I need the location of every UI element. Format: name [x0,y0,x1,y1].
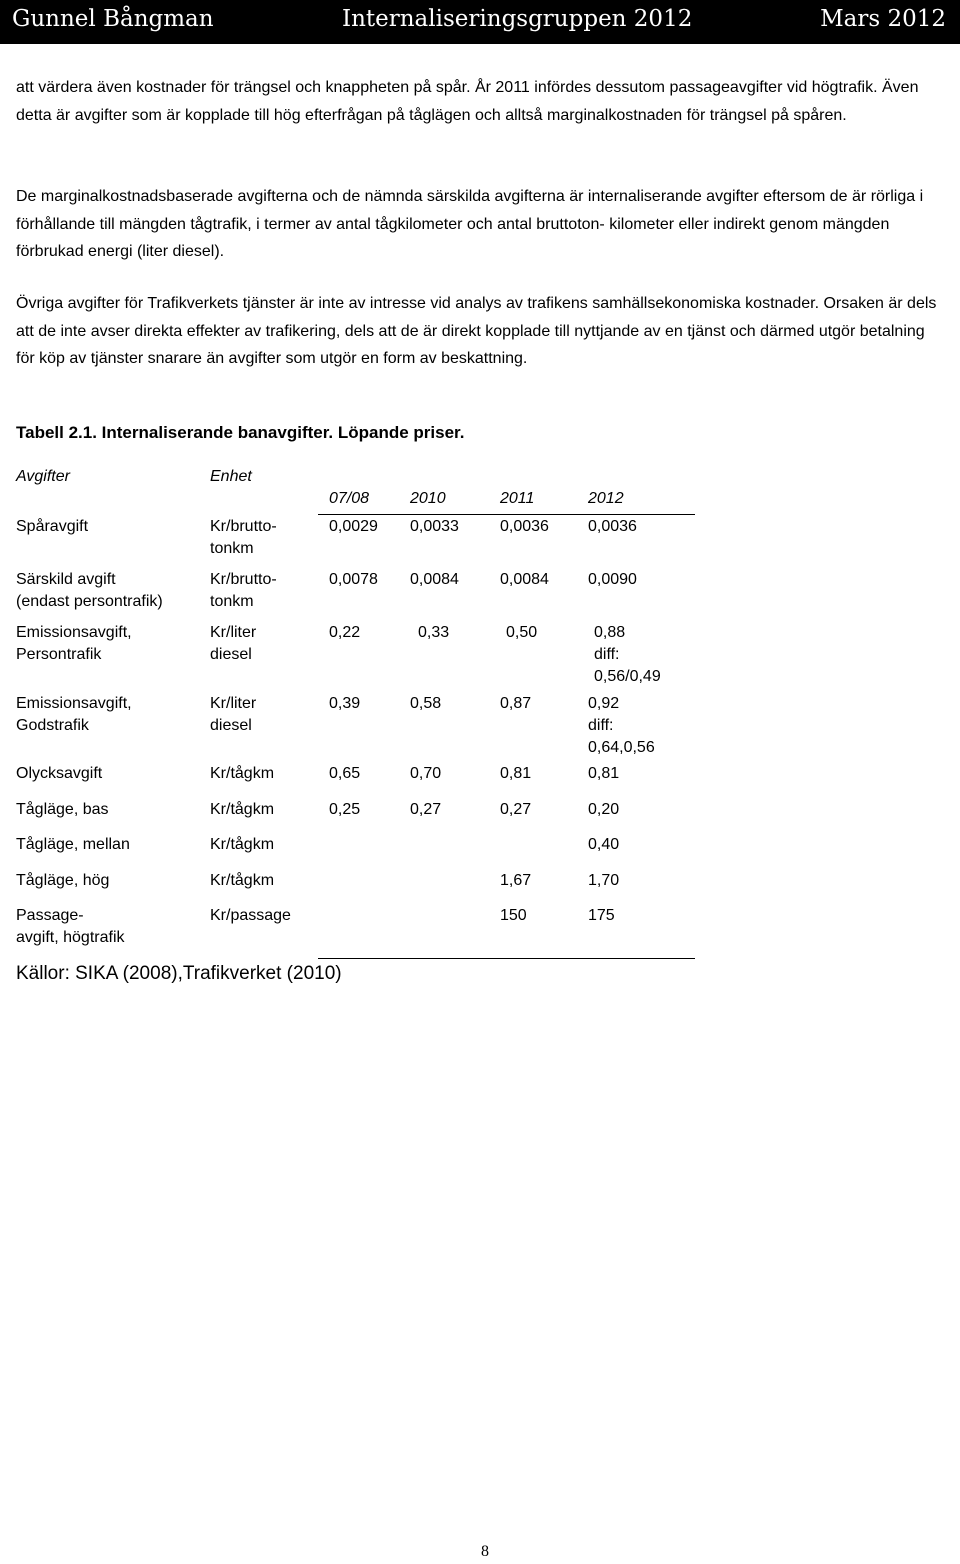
table-source: Källor: SIKA (2008),Trafikverket (2010) [16,963,342,984]
row-label: Tågläge, mellan [16,836,130,853]
table-cell: 0,0090 [588,571,637,588]
table-cell: 0,92 [588,695,620,712]
row-unit: Kr/brutto- [210,518,277,535]
table-cell-note: 0,64,0,56 [588,739,655,756]
row-label: Spåravgift [16,518,89,535]
table-cell: 0,81 [588,765,620,782]
row-unit: tonkm [210,540,254,557]
table-cell: 0,58 [410,695,442,712]
column-header-year: 2010 [410,490,446,507]
table-header-rule [318,514,695,515]
row-unit: Kr/tågkm [210,872,275,889]
table-title: Tabell 2.1. Internaliserande banavgifter. Löpande priser. [16,423,465,442]
table-cell-note: 0,56/0,49 [594,668,661,685]
row-unit: tonkm [210,593,254,610]
header-author: Gunnel Bångman [12,6,214,32]
table-cell: 0,88 [594,624,626,641]
table-cell: 0,0036 [588,518,637,535]
table-cell: 0,81 [500,765,532,782]
table-cell: 0,0033 [410,518,459,535]
header-group: Internaliseringsgruppen 2012 [342,6,693,32]
column-header-avgifter: Avgifter [16,468,70,485]
table-cell: 0,33 [418,624,450,641]
table-cell: 0,20 [588,801,620,818]
table-cell: 0,65 [329,765,361,782]
row-unit: Kr/brutto- [210,571,277,588]
table-cell: 0,27 [410,801,442,818]
column-header-year: 2011 [500,490,535,507]
table-cell: 0,0036 [500,518,549,535]
column-header-year: 07/08 [329,490,370,507]
table-cell: 0,25 [329,801,361,818]
page-header [0,0,960,44]
row-unit: Kr/tågkm [210,765,275,782]
table-cell: 1,70 [588,872,620,889]
row-label: Emissionsavgift, [16,624,132,641]
paragraph-2: De marginalkostnadsbaserade avgifterna och de nämnda särskilda avgifterna är internaliserande avgifter eftersom de är rörliga i förhållande till mängden tågtrafik, i termer av antal tågkilometer och antal bruttoton- kilometer eller indirekt genom mängden förbrukad energi (liter diesel). [16,188,924,260]
table-cell: 0,0084 [500,571,549,588]
header-date: Mars 2012 [820,6,946,32]
row-unit: Kr/liter [210,695,257,712]
row-unit: diesel [210,717,252,734]
row-label: Emissionsavgift, [16,695,132,712]
row-label: (endast persontrafik) [16,593,163,610]
row-unit: Kr/tågkm [210,801,275,818]
table-cell-note: diff: [588,717,614,734]
table-cell: 0,40 [588,836,620,853]
table-cell: 0,27 [500,801,532,818]
table-cell: 0,0084 [410,571,459,588]
table-bottom-rule [318,958,695,959]
table-cell: 0,0029 [329,518,378,535]
row-unit: Kr/passage [210,907,291,924]
row-unit: diesel [210,646,252,663]
row-unit: Kr/tågkm [210,836,275,853]
row-label: Tågläge, hög [16,872,110,889]
row-unit: Kr/liter [210,624,257,641]
table-cell: 0,70 [410,765,442,782]
table-cell: 175 [588,907,615,924]
page-number: 8 [481,1543,489,1560]
table-cell: 0,39 [329,695,361,712]
table-cell: 1,67 [500,872,532,889]
row-label: Särskild avgift [16,571,116,588]
row-label: Godstrafik [16,717,89,734]
table-cell: 0,22 [329,624,361,641]
row-label: Olycksavgift [16,765,103,782]
column-header-enhet: Enhet [210,468,252,485]
column-header-year: 2012 [588,490,624,507]
row-label: Tågläge, bas [16,801,109,818]
table-cell: 0,0078 [329,571,378,588]
table-cell: 150 [500,907,527,924]
paragraph-3: Övriga avgifter för Trafikverkets tjänster är inte av intresse vid analys av trafikens samhällsekonomiska kostnader. Orsaken är dels att de inte avser direkta effekter av trafikering, dels att de är direkt kopplade till nyttjande av en tjänst och därmed utgör betalning för köp av tjänster snarare än avgifter som utgör en form av beskattning. [16,295,937,367]
row-label: Persontrafik [16,646,102,663]
paragraph-1: att värdera även kostnader för trängsel och knappheten på spår. År 2011 infördes dessutom passageavgifter vid högtrafik. Även detta är avgifter som är kopplade till hög efterfrågan på tåglägen och alltså marginalkostnaden för trängsel på spåren. [16,79,919,124]
row-label: Passage- [16,907,84,924]
row-label: avgift, högtrafik [16,929,125,946]
table-cell: 0,50 [506,624,538,641]
table-cell: 0,87 [500,695,532,712]
table-cell-note: diff: [594,646,620,663]
